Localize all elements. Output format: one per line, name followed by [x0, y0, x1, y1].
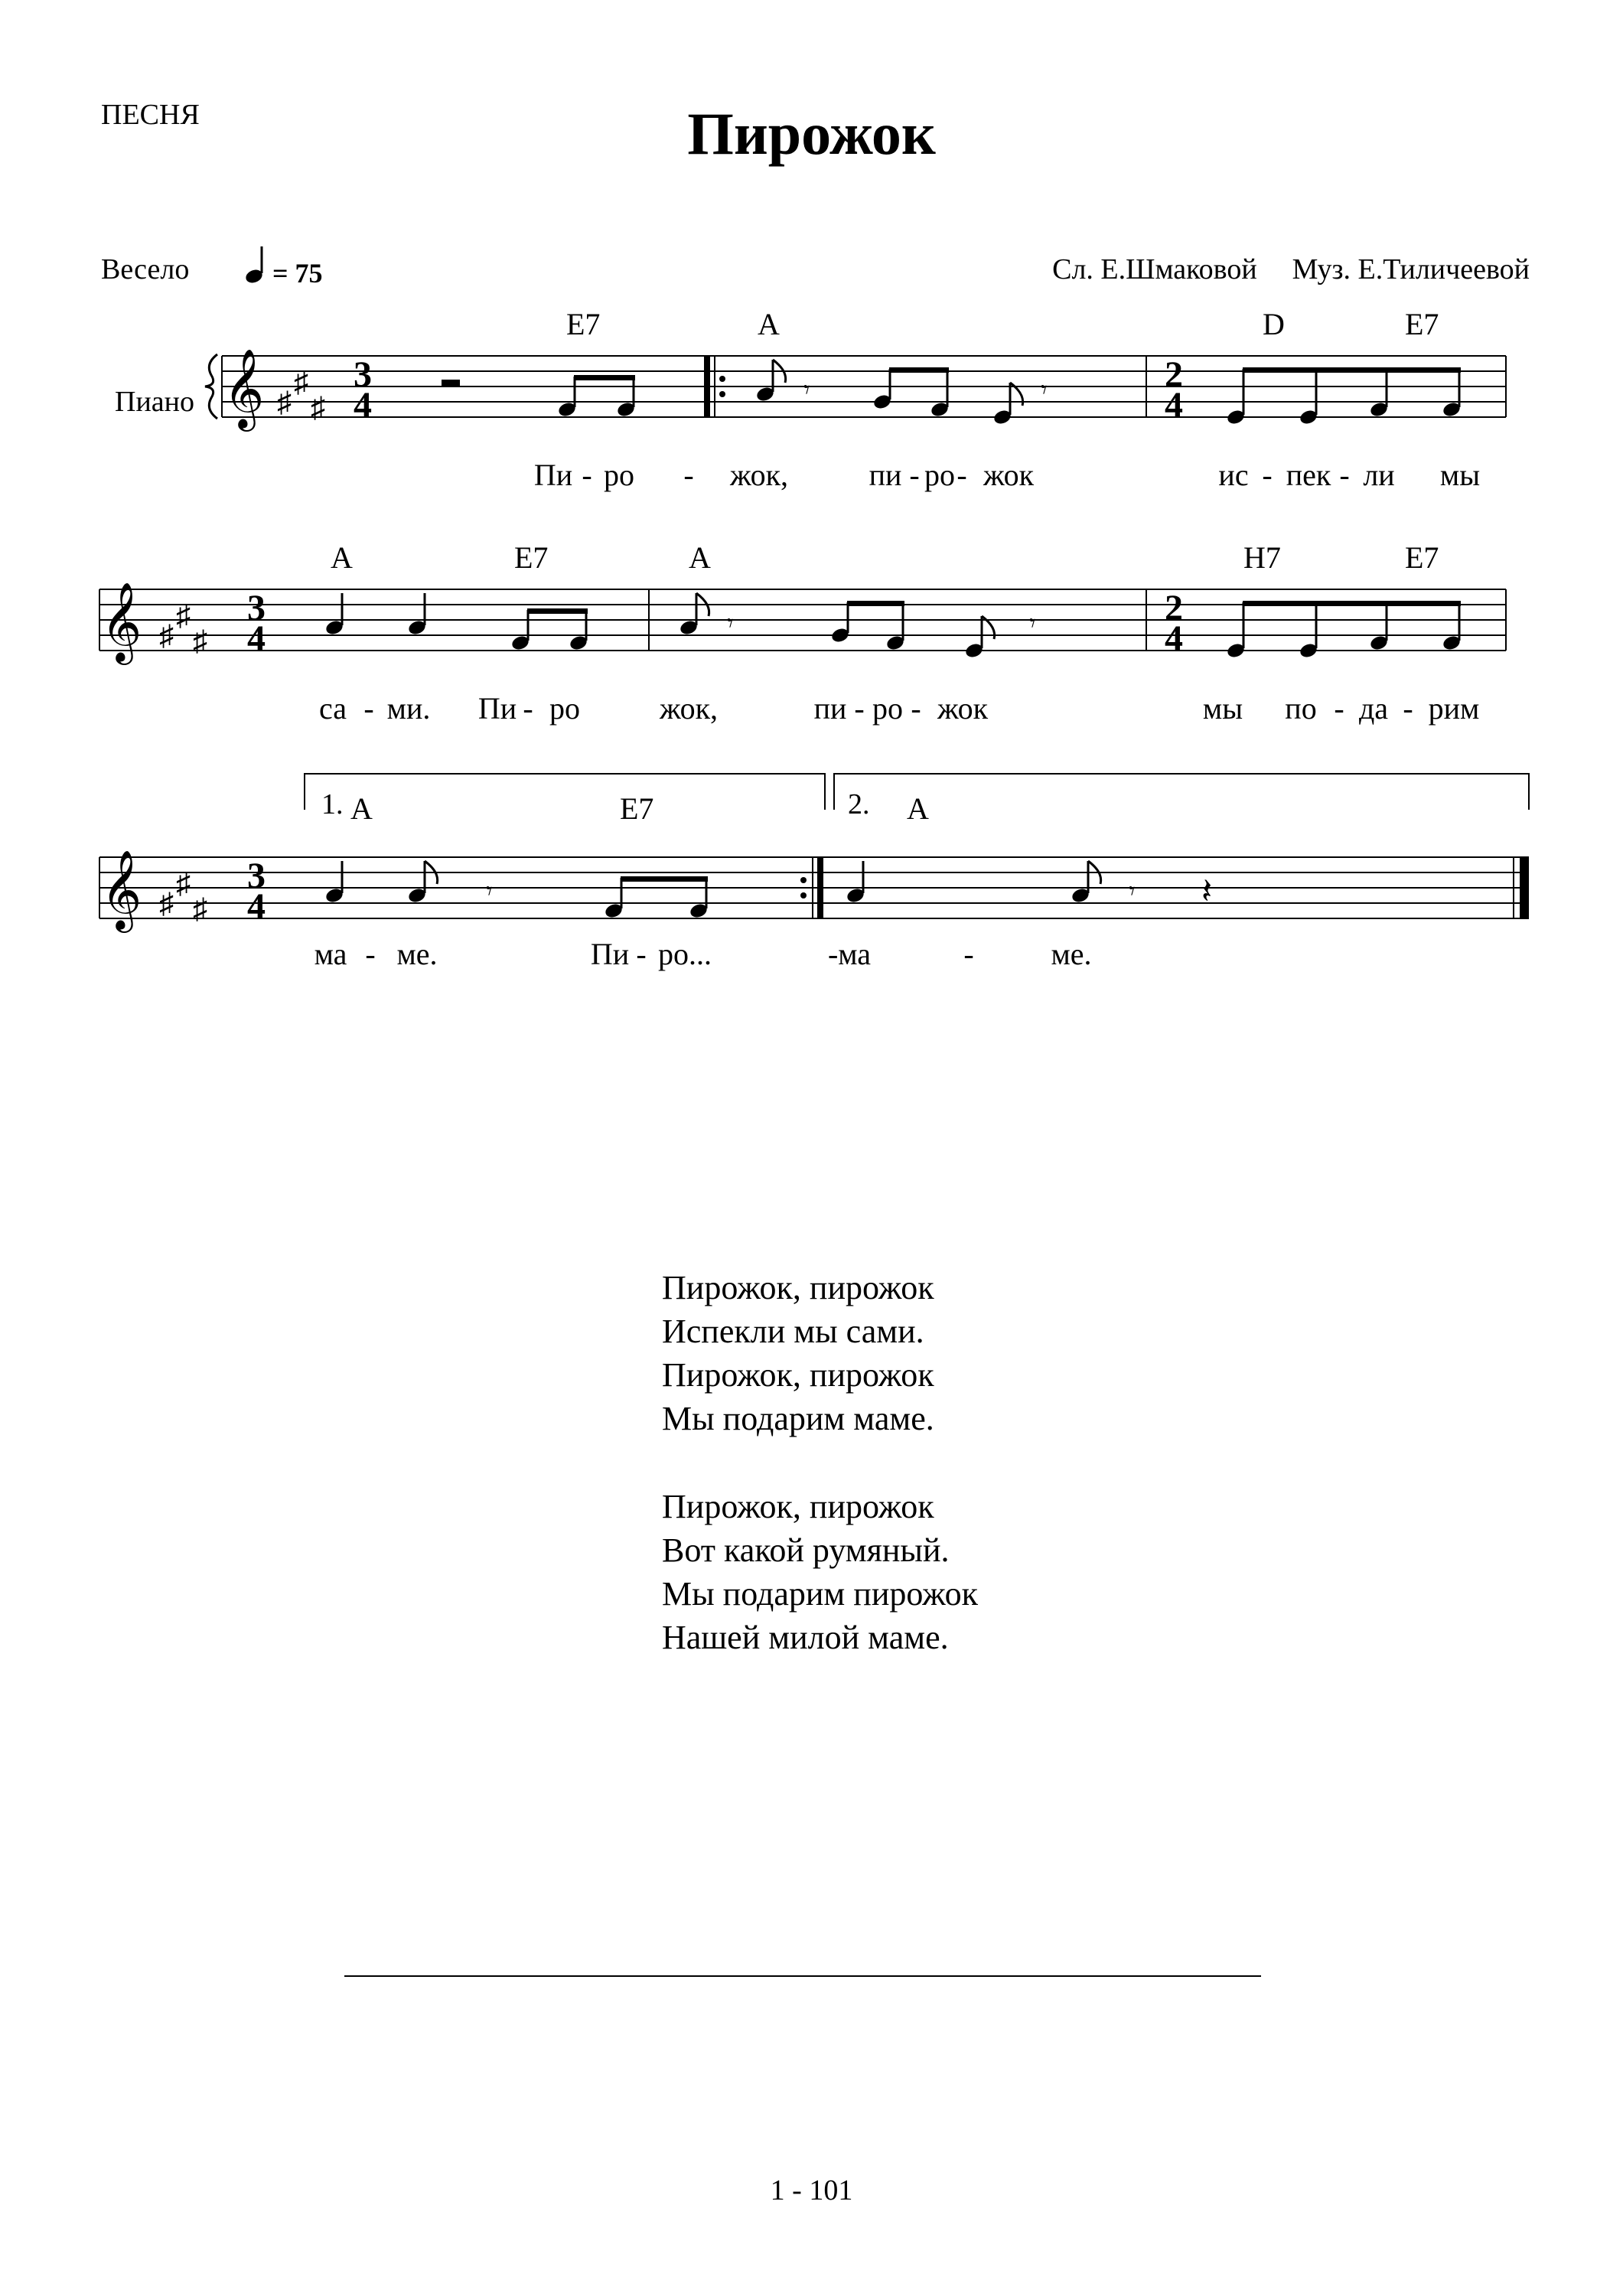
- lyric-syllable: ми.: [386, 691, 431, 726]
- svg-text:4: 4: [1165, 385, 1183, 426]
- footer-divider: [344, 1975, 1261, 1977]
- chord-symbols: [331, 540, 1439, 575]
- song-title: Пирожок: [687, 100, 936, 167]
- tempo-note-icon: [244, 246, 264, 285]
- verse-line: Вот какой румяный.: [662, 1531, 950, 1569]
- svg-text:♯: ♯: [159, 620, 174, 652]
- time-signature: 2: [1165, 588, 1183, 628]
- note-group: [557, 375, 636, 419]
- lyric-syllable: -: [523, 691, 533, 726]
- sheet-music: [0, 0, 1623, 1071]
- time-signature: 3: [247, 588, 266, 628]
- verse-2: [662, 1485, 978, 1659]
- lyric-syllable: ма: [314, 937, 347, 971]
- treble-clef-icon: 𝄞: [101, 585, 142, 660]
- svg-text:♯: ♯: [311, 392, 325, 424]
- verse-line: Пирожок, пирожок: [662, 1356, 934, 1394]
- verse-line: Мы подарим маме.: [662, 1400, 934, 1437]
- lyric-syllable: -: [963, 937, 974, 971]
- svg-text:♯: ♯: [277, 386, 292, 419]
- svg-text:𝄾: 𝄾: [1129, 877, 1136, 905]
- svg-text:♯: ♯: [193, 625, 207, 657]
- svg-text:♯: ♯: [176, 868, 191, 900]
- chord-symbol: E7: [566, 307, 601, 341]
- chord-symbol: A: [331, 540, 353, 575]
- volta-1-label: 1.: [321, 788, 344, 820]
- lyrics-line-3: [314, 937, 1092, 971]
- verse-line: Мы подарим пирожок: [662, 1575, 978, 1613]
- lyric-syllable: -: [683, 458, 694, 492]
- lyric-syllable: -: [1403, 691, 1413, 726]
- note-group: [324, 861, 709, 920]
- time-signature: 3: [247, 856, 266, 896]
- lyrics-line-2: [319, 691, 1479, 726]
- lyric-syllable: ме.: [396, 937, 438, 971]
- verse-line: Испекли мы сами.: [662, 1313, 924, 1350]
- lyric-syllable: -: [363, 691, 374, 726]
- key-signature: [159, 868, 207, 925]
- composer: Муз. Е.Тиличеевой: [1292, 253, 1530, 285]
- lyric-syllable: -ма: [827, 937, 872, 971]
- treble-clef-icon: 𝄞: [101, 853, 142, 928]
- note-group: [679, 593, 1036, 660]
- chord-symbol: A: [689, 540, 711, 575]
- verse-line: Нашей милой маме.: [662, 1619, 949, 1656]
- lyric-syllable: ро: [604, 458, 634, 492]
- chord-symbol: E7: [1405, 307, 1439, 341]
- lyric-syllable: -: [911, 691, 921, 726]
- time-signature: 3: [354, 354, 372, 395]
- staff-system-3: [99, 774, 1529, 971]
- lyric-syllable: Пи: [590, 937, 630, 971]
- verse-1: [662, 1266, 934, 1440]
- chord-symbol: A: [350, 791, 373, 826]
- lyric-syllable: -: [1262, 458, 1273, 492]
- lyric-syllable: -: [909, 458, 920, 492]
- lyric-syllable: -: [582, 458, 592, 492]
- lyric-syllable: мы: [1202, 691, 1243, 726]
- lyric-syllable: жок,: [729, 458, 789, 492]
- lyric-syllable: Пи: [533, 458, 573, 492]
- treble-clef-icon: 𝄞: [223, 351, 265, 427]
- lyric-syllable: жок: [983, 458, 1035, 492]
- lyric-syllable: -: [1334, 691, 1344, 726]
- chord-symbol: A: [758, 307, 780, 341]
- staff-system-2: [99, 540, 1506, 726]
- chord-symbols: [350, 791, 929, 826]
- svg-text:♯: ♯: [193, 893, 207, 925]
- instrument-label: Пиано: [115, 386, 194, 418]
- svg-text:4: 4: [247, 618, 266, 659]
- chord-symbol: D: [1263, 307, 1285, 341]
- lyric-syllable: пи: [813, 691, 847, 726]
- chord-symbol: A: [907, 791, 929, 826]
- lyric-syllable: по: [1285, 691, 1317, 726]
- svg-text:𝄾: 𝄾: [1029, 609, 1036, 637]
- chord-symbols: [566, 307, 1439, 341]
- staff-system-1: [205, 307, 1506, 492]
- svg-text:4: 4: [247, 886, 266, 927]
- lyric-syllable: -: [957, 458, 967, 492]
- key-signature: [159, 600, 207, 657]
- lyricist: Сл. Е.Шмаковой: [1052, 253, 1257, 285]
- svg-text:♯: ♯: [176, 600, 191, 632]
- lyric-syllable: пек: [1286, 458, 1331, 492]
- verse-line: Пирожок, пирожок: [662, 1269, 934, 1306]
- brace-icon: [205, 354, 217, 419]
- genre-label: ПЕСНЯ: [101, 99, 200, 131]
- chord-symbol: E7: [514, 540, 549, 575]
- lyric-syllable: мы: [1439, 458, 1481, 492]
- key-signature: [277, 367, 325, 424]
- volta-2-label: 2.: [848, 788, 870, 820]
- lyric-syllable: рим: [1428, 691, 1480, 726]
- lyric-syllable: ли: [1363, 458, 1395, 492]
- lyric-syllable: ис: [1218, 458, 1249, 492]
- lyric-syllable: ро: [549, 691, 580, 726]
- note-group: [324, 593, 588, 652]
- lyric-syllable: да: [1358, 691, 1389, 726]
- lyric-syllable: са: [319, 691, 347, 726]
- tempo-marking: Весело: [101, 253, 190, 285]
- lyric-syllable: жок,: [659, 691, 719, 726]
- tempo-value: = 75: [272, 258, 323, 289]
- svg-text:4: 4: [354, 385, 372, 426]
- lyric-syllable: ро...: [658, 937, 712, 971]
- lyric-syllable: -: [636, 937, 647, 971]
- lyric-syllable: Пи: [477, 691, 517, 726]
- svg-text:𝄾: 𝄾: [1041, 376, 1048, 403]
- svg-text:𝄾: 𝄾: [486, 877, 493, 905]
- svg-text:𝄽: 𝄽: [1201, 872, 1213, 911]
- svg-text:♯: ♯: [294, 367, 308, 399]
- svg-text:♯: ♯: [159, 888, 174, 920]
- svg-text:𝄾: 𝄾: [727, 609, 734, 637]
- lyric-syllable: ро: [872, 691, 903, 726]
- lyric-syllable: ме.: [1051, 937, 1092, 971]
- lyric-syllable: -: [365, 937, 376, 971]
- chord-symbol: H7: [1243, 540, 1281, 575]
- lyric-syllable: -: [854, 691, 865, 726]
- svg-text:𝄾: 𝄾: [803, 376, 810, 403]
- lyric-syllable: жок: [937, 691, 989, 726]
- lyric-syllable: пи: [869, 458, 902, 492]
- verse-line: Пирожок, пирожок: [662, 1488, 934, 1525]
- chord-symbol: E7: [620, 791, 654, 826]
- lyric-syllable: -: [1339, 458, 1350, 492]
- chord-symbol: E7: [1405, 540, 1439, 575]
- note-group: [755, 360, 1048, 426]
- half-rest: [442, 380, 460, 387]
- lyric-syllable: ро: [924, 458, 955, 492]
- svg-text:4: 4: [1165, 618, 1183, 659]
- lyrics-line-1: [534, 458, 1480, 492]
- time-signature: 2: [1165, 354, 1183, 395]
- page-number: 1 - 101: [770, 2174, 853, 2206]
